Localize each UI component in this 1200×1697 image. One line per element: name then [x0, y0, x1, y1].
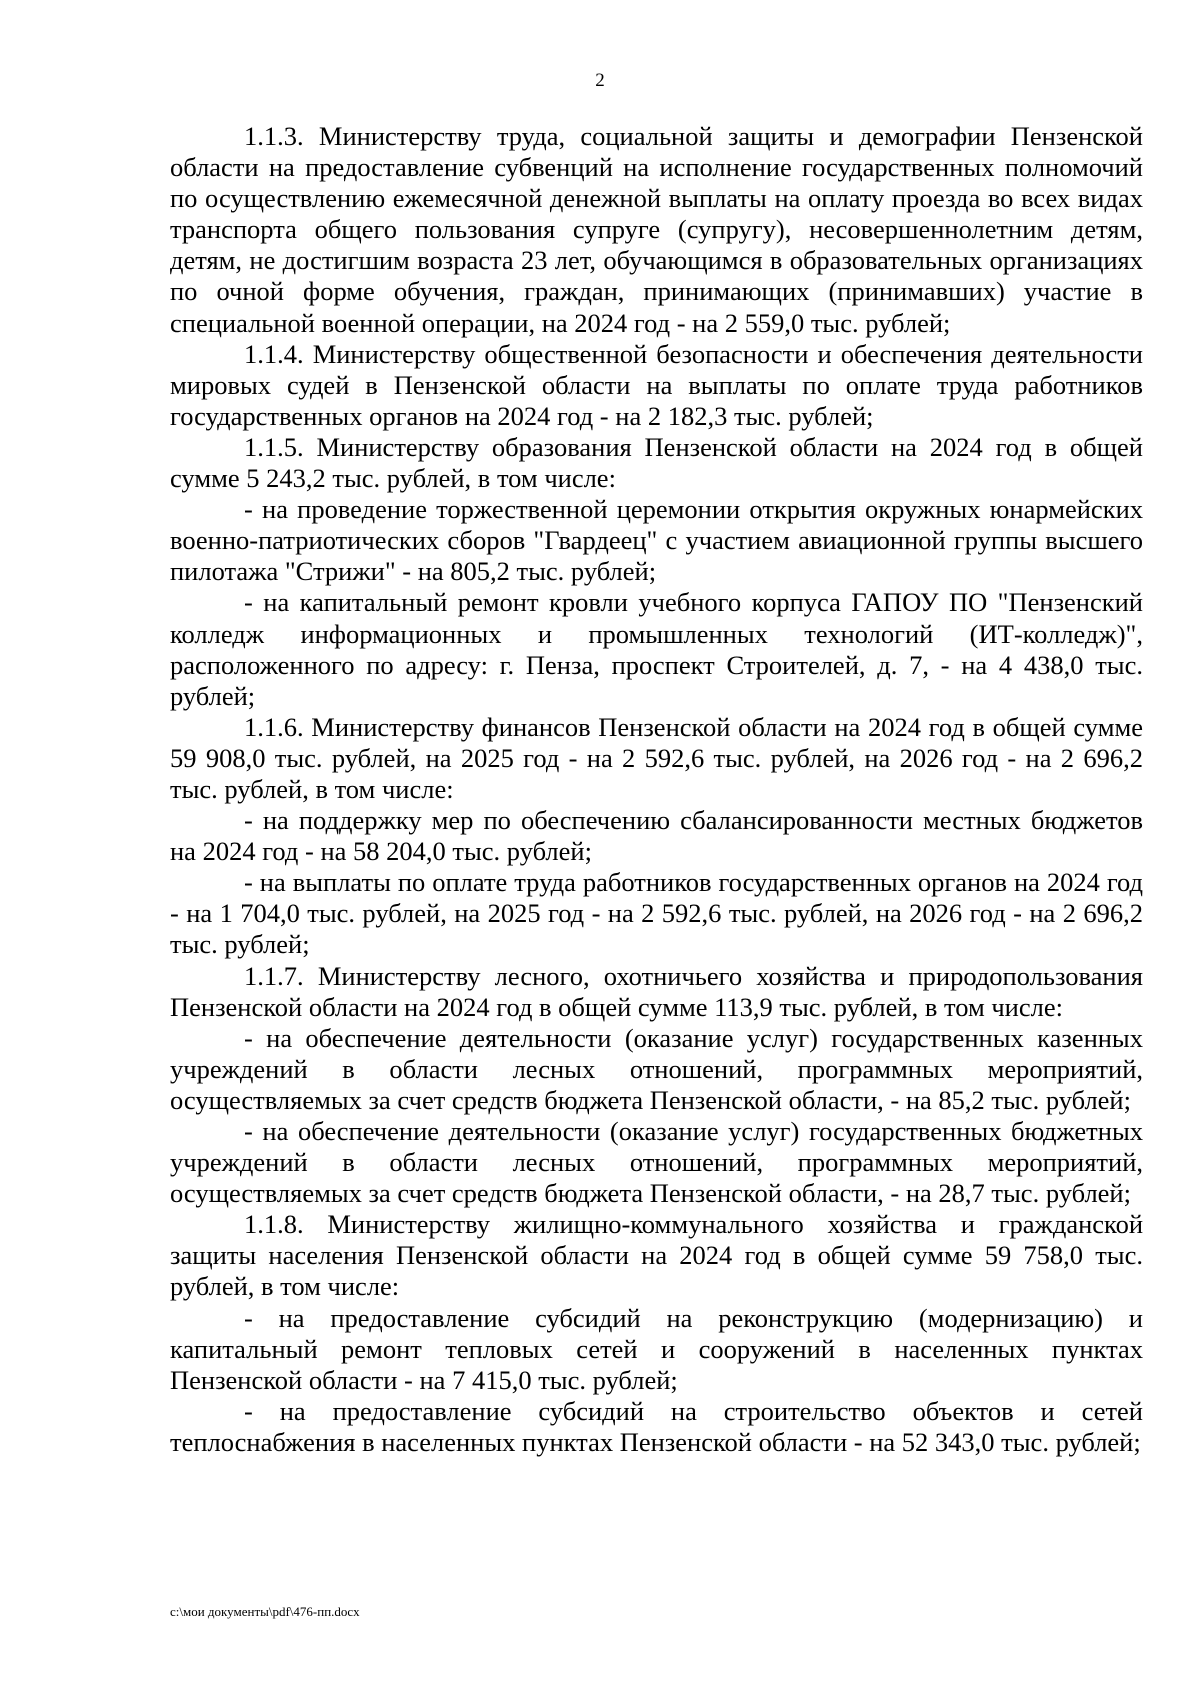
paragraph-1-1-6: 1.1.6. Министерству финансов Пензенской области на 2024 год в общей сумме 59 908,0 тыс. рублей, на 2025 год - на 2 592,6 тыс. рублей, на 2026 год - на 2 696,2 тыс. рублей, в том числе:	[170, 711, 1143, 804]
list-item: - на поддержку мер по обеспечению сбалансированности местных бюджетов на 2024 год - на 58 204,0 тыс. рублей;	[170, 805, 1143, 867]
list-item: - на обеспечение деятельности (оказание услуг) государственных бюджетных учреждений в области лесных отношений, программных мероприятий, осуществляемых за счет средств бюджета Пензенской области, - на 28,7 тыс. рублей;	[170, 1116, 1143, 1209]
list-item: - на проведение торжественной церемонии открытия окружных юнармейских военно-патриотических сборов "Гвардеец" с участием авиационной группы высшего пилотажа "Стрижи" - на 805,2 тыс. рублей;	[170, 494, 1143, 587]
paragraph-1-1-5: 1.1.5. Министерству образования Пензенской области на 2024 год в общей сумме 5 243,2 тыс. рублей, в том числе:	[170, 431, 1143, 494]
list-item: - на обеспечение деятельности (оказание услуг) государственных казенных учреждений в области лесных отношений, программных мероприятий, осуществляемых за счет средств бюджета Пензенской области, - на 85,2 тыс. рублей;	[170, 1022, 1143, 1115]
list-item: - на капитальный ремонт кровли учебного корпуса ГАПОУ ПО "Пензенский колледж информационных и промышленных технологий (ИТ-колледж)", расположенного по адресу: г. Пенза, проспект Строителей, д. 7, - на 4 438,0 тыс. рублей;	[170, 587, 1143, 711]
list-item: - на выплаты по оплате труда работников государственных органов на 2024 год - на 1 704,0 тыс. рублей, на 2025 год - на 2 592,6 тыс. рублей, на 2026 год - на 2 696,2 тыс. рублей;	[170, 867, 1143, 960]
list-item: - на предоставление субсидий на строительство объектов и сетей теплоснабжения в населенных пунктах Пензенской области - на 52 343,0 тыс. рублей;	[170, 1395, 1143, 1457]
paragraph-1-1-3: 1.1.3. Министерству труда, социальной защиты и демографии Пензенской области на предоставление субвенций на исполнение государственных полномочий по осуществлению ежемесячной денежной выплаты на оплату проезда во всех видах транспорта общего пользования супруге (супругу), несовершеннолетним детям, детям, не достигшим возраста 23 лет, обучающимся в образовательных организациях по очной форме обучения, граждан, принимающих (принимавших) участие в специальной военной операции, на 2024 год - на 2 559,0 тыс. рублей;	[170, 121, 1143, 338]
paragraph-1-1-4: 1.1.4. Министерству общественной безопасности и обеспечения деятельности мировых судей в Пензенской области на выплаты по оплате труда работников государственных органов на 2024 год - на 2 182,3 тыс. рублей;	[170, 338, 1143, 431]
paragraph-1-1-8: 1.1.8. Министерству жилищно-коммунального хозяйства и гражданской защиты населения Пензенской области на 2024 год в общей сумме 59 758,0 тыс. рублей, в том числе:	[170, 1209, 1143, 1302]
file-path-footer: c:\мои документы\pdf\476-пп.docx	[170, 1604, 360, 1619]
paragraph-1-1-7: 1.1.7. Министерству лесного, охотничьего хозяйства и природопользования Пензенской области на 2024 год в общей сумме 113,9 тыс. рублей, в том числе:	[170, 960, 1143, 1022]
list-item: - на предоставление субсидий на реконструкцию (модернизацию) и капитальный ремонт тепловых сетей и сооружений в населенных пунктах Пензенской области - на 7 415,0 тыс. рублей;	[170, 1302, 1143, 1395]
document-body	[170, 121, 1143, 1458]
page-number: 2	[595, 70, 605, 91]
